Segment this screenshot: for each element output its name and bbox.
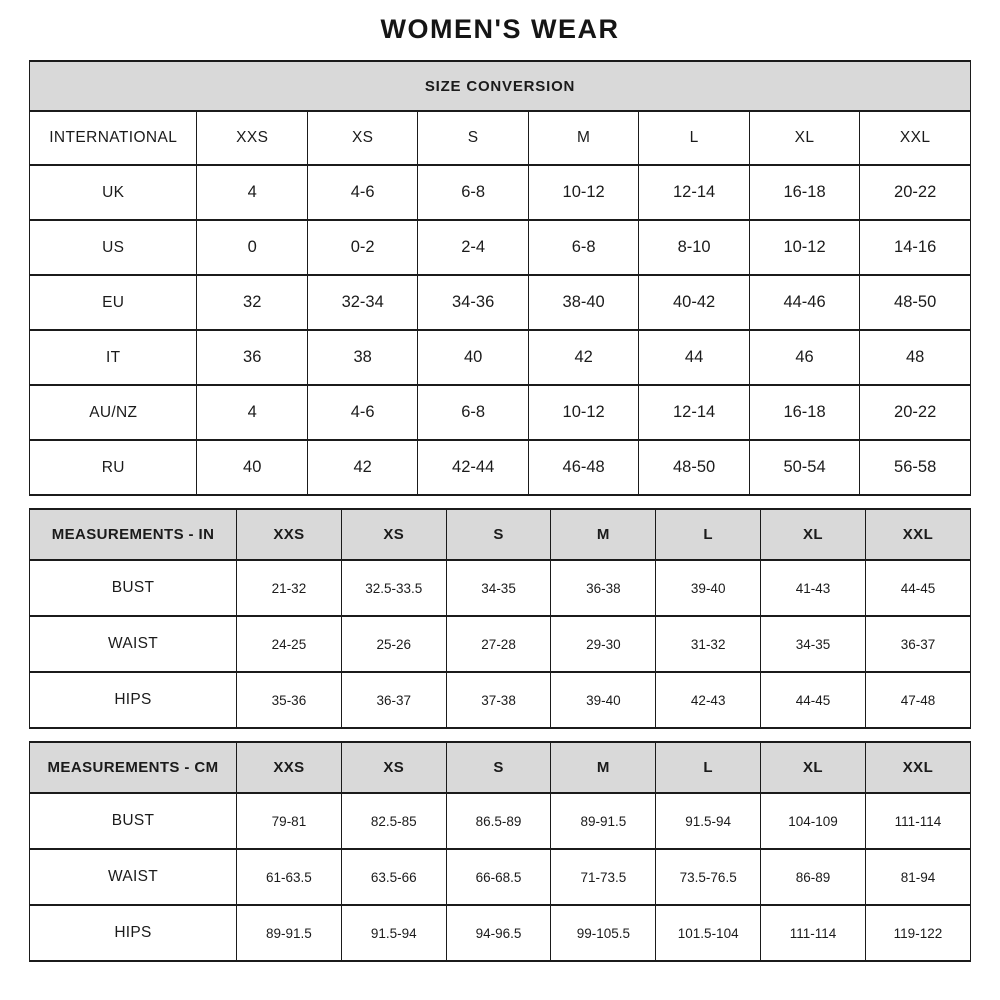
column-header-xxl: XXL bbox=[865, 509, 970, 560]
size-cell: 10-12 bbox=[528, 165, 638, 220]
size-cell: 2-4 bbox=[418, 220, 528, 275]
table-row-aunz bbox=[30, 385, 971, 440]
measurement-cell: 61-63.5 bbox=[237, 849, 342, 905]
table-row-eu bbox=[30, 275, 971, 330]
size-cell: 20-22 bbox=[860, 385, 971, 440]
measurement-cell: 63.5-66 bbox=[341, 849, 446, 905]
measurements-cm-header-row bbox=[30, 742, 971, 793]
table-row-uk bbox=[30, 165, 971, 220]
column-header-xxs: XXS bbox=[237, 509, 342, 560]
measurement-cell: 86.5-89 bbox=[446, 793, 551, 849]
measurement-cell: 89-91.5 bbox=[551, 793, 656, 849]
column-header-xs: XS bbox=[341, 742, 446, 793]
size-cell: 4-6 bbox=[307, 385, 417, 440]
column-header-xl: XL bbox=[761, 742, 866, 793]
size-conversion-header-row bbox=[30, 111, 971, 165]
table-caption-row bbox=[30, 61, 971, 111]
table-row-hips-cm bbox=[30, 905, 971, 961]
row-label: EU bbox=[30, 275, 197, 330]
size-cell: 10-12 bbox=[749, 220, 859, 275]
size-cell: 34-36 bbox=[418, 275, 528, 330]
measurement-cell: 44-45 bbox=[761, 672, 866, 728]
size-cell: 6-8 bbox=[418, 385, 528, 440]
measurement-cell: 34-35 bbox=[761, 616, 866, 672]
measurement-cell: 37-38 bbox=[446, 672, 551, 728]
measurements-in-header-row bbox=[30, 509, 971, 560]
size-cell: 44 bbox=[639, 330, 749, 385]
measurement-cell: 36-37 bbox=[341, 672, 446, 728]
size-cell: 4 bbox=[197, 385, 307, 440]
size-cell: 38 bbox=[307, 330, 417, 385]
size-cell: 56-58 bbox=[860, 440, 971, 495]
measurement-cell: 31-32 bbox=[656, 616, 761, 672]
size-cell: 40-42 bbox=[639, 275, 749, 330]
size-cell: 20-22 bbox=[860, 165, 971, 220]
size-cell: 32-34 bbox=[307, 275, 417, 330]
table-row-us bbox=[30, 220, 971, 275]
row-label: RU bbox=[30, 440, 197, 495]
size-cell: 16-18 bbox=[749, 165, 859, 220]
size-cell: 48 bbox=[860, 330, 971, 385]
row-label: HIPS bbox=[30, 672, 237, 728]
size-cell: 44-46 bbox=[749, 275, 859, 330]
size-cell: 6-8 bbox=[418, 165, 528, 220]
size-cell: 42-44 bbox=[418, 440, 528, 495]
column-header-s: S bbox=[446, 742, 551, 793]
measurement-cell: 79-81 bbox=[237, 793, 342, 849]
size-chart-page bbox=[29, 14, 971, 962]
size-cell: 4-6 bbox=[307, 165, 417, 220]
row-label: HIPS bbox=[30, 905, 237, 961]
measurement-cell: 91.5-94 bbox=[341, 905, 446, 961]
size-cell: 46 bbox=[749, 330, 859, 385]
table-row-ru bbox=[30, 440, 971, 495]
measurements-in-table bbox=[29, 508, 971, 729]
size-cell: 46-48 bbox=[528, 440, 638, 495]
column-header-l: L bbox=[656, 509, 761, 560]
size-cell: 6-8 bbox=[528, 220, 638, 275]
size-cell: 40 bbox=[197, 440, 307, 495]
measurement-cell: 35-36 bbox=[237, 672, 342, 728]
column-header-s: S bbox=[418, 111, 528, 165]
size-cell: 48-50 bbox=[639, 440, 749, 495]
size-cell: 12-14 bbox=[639, 165, 749, 220]
column-header-l: L bbox=[639, 111, 749, 165]
measurement-cell: 82.5-85 bbox=[341, 793, 446, 849]
measurement-cell: 39-40 bbox=[551, 672, 656, 728]
column-header-xl: XL bbox=[749, 111, 859, 165]
column-header-xxs: XXS bbox=[237, 742, 342, 793]
column-header-m: M bbox=[551, 742, 656, 793]
measurement-cell: 39-40 bbox=[656, 560, 761, 616]
measurement-cell: 119-122 bbox=[865, 905, 970, 961]
measurement-cell: 36-38 bbox=[551, 560, 656, 616]
size-cell: 0 bbox=[197, 220, 307, 275]
measurement-cell: 89-91.5 bbox=[237, 905, 342, 961]
column-header-m: M bbox=[528, 111, 638, 165]
row-label: US bbox=[30, 220, 197, 275]
measurement-cell: 24-25 bbox=[237, 616, 342, 672]
row-label: IT bbox=[30, 330, 197, 385]
column-header-xxl: XXL bbox=[860, 111, 971, 165]
measurements-in-caption: MEASUREMENTS - IN bbox=[30, 509, 237, 560]
measurement-cell: 111-114 bbox=[865, 793, 970, 849]
measurement-cell: 101.5-104 bbox=[656, 905, 761, 961]
table-row-bust-in bbox=[30, 560, 971, 616]
measurement-cell: 44-45 bbox=[865, 560, 970, 616]
row-label: UK bbox=[30, 165, 197, 220]
size-cell: 36 bbox=[197, 330, 307, 385]
measurement-cell: 25-26 bbox=[341, 616, 446, 672]
measurement-cell: 32.5-33.5 bbox=[341, 560, 446, 616]
measurement-cell: 34-35 bbox=[446, 560, 551, 616]
measurement-cell: 29-30 bbox=[551, 616, 656, 672]
size-cell: 42 bbox=[307, 440, 417, 495]
size-cell: 32 bbox=[197, 275, 307, 330]
size-cell: 40 bbox=[418, 330, 528, 385]
measurement-cell: 81-94 bbox=[865, 849, 970, 905]
column-header-xl: XL bbox=[761, 509, 866, 560]
size-cell: 16-18 bbox=[749, 385, 859, 440]
measurement-cell: 36-37 bbox=[865, 616, 970, 672]
table-row-it bbox=[30, 330, 971, 385]
table-row-bust-cm bbox=[30, 793, 971, 849]
size-conversion-table bbox=[29, 60, 971, 496]
page-title: WOMEN'S WEAR bbox=[380, 14, 620, 44]
size-cell: 10-12 bbox=[528, 385, 638, 440]
measurement-cell: 111-114 bbox=[761, 905, 866, 961]
row-label: WAIST bbox=[30, 616, 237, 672]
row-label: WAIST bbox=[30, 849, 237, 905]
table-row-waist-in bbox=[30, 616, 971, 672]
row-label: BUST bbox=[30, 793, 237, 849]
measurements-cm-caption: MEASUREMENTS - CM bbox=[30, 742, 237, 793]
size-cell: 42 bbox=[528, 330, 638, 385]
row-label: AU/NZ bbox=[30, 385, 197, 440]
column-header-xxs: XXS bbox=[197, 111, 307, 165]
column-header-xs: XS bbox=[307, 111, 417, 165]
size-cell: 50-54 bbox=[749, 440, 859, 495]
size-cell: 38-40 bbox=[528, 275, 638, 330]
column-header-s: S bbox=[446, 509, 551, 560]
row-label: BUST bbox=[30, 560, 237, 616]
measurement-cell: 71-73.5 bbox=[551, 849, 656, 905]
size-cell: 4 bbox=[197, 165, 307, 220]
measurements-cm-table bbox=[29, 741, 971, 962]
size-cell: 8-10 bbox=[639, 220, 749, 275]
measurement-cell: 41-43 bbox=[761, 560, 866, 616]
measurement-cell: 66-68.5 bbox=[446, 849, 551, 905]
size-conversion-caption: SIZE CONVERSION bbox=[30, 61, 971, 111]
measurement-cell: 94-96.5 bbox=[446, 905, 551, 961]
table-row-waist-cm bbox=[30, 849, 971, 905]
table-row-hips-in bbox=[30, 672, 971, 728]
measurement-cell: 73.5-76.5 bbox=[656, 849, 761, 905]
measurement-cell: 21-32 bbox=[237, 560, 342, 616]
size-cell: 12-14 bbox=[639, 385, 749, 440]
size-cell: 0-2 bbox=[307, 220, 417, 275]
size-cell: 14-16 bbox=[860, 220, 971, 275]
column-header-xs: XS bbox=[341, 509, 446, 560]
size-cell: 48-50 bbox=[860, 275, 971, 330]
column-header-m: M bbox=[551, 509, 656, 560]
column-header-international: INTERNATIONAL bbox=[30, 111, 197, 165]
measurement-cell: 42-43 bbox=[656, 672, 761, 728]
measurement-cell: 86-89 bbox=[761, 849, 866, 905]
measurement-cell: 104-109 bbox=[761, 793, 866, 849]
column-header-l: L bbox=[656, 742, 761, 793]
measurement-cell: 47-48 bbox=[865, 672, 970, 728]
measurement-cell: 99-105.5 bbox=[551, 905, 656, 961]
measurement-cell: 91.5-94 bbox=[656, 793, 761, 849]
column-header-xxl: XXL bbox=[865, 742, 970, 793]
measurement-cell: 27-28 bbox=[446, 616, 551, 672]
